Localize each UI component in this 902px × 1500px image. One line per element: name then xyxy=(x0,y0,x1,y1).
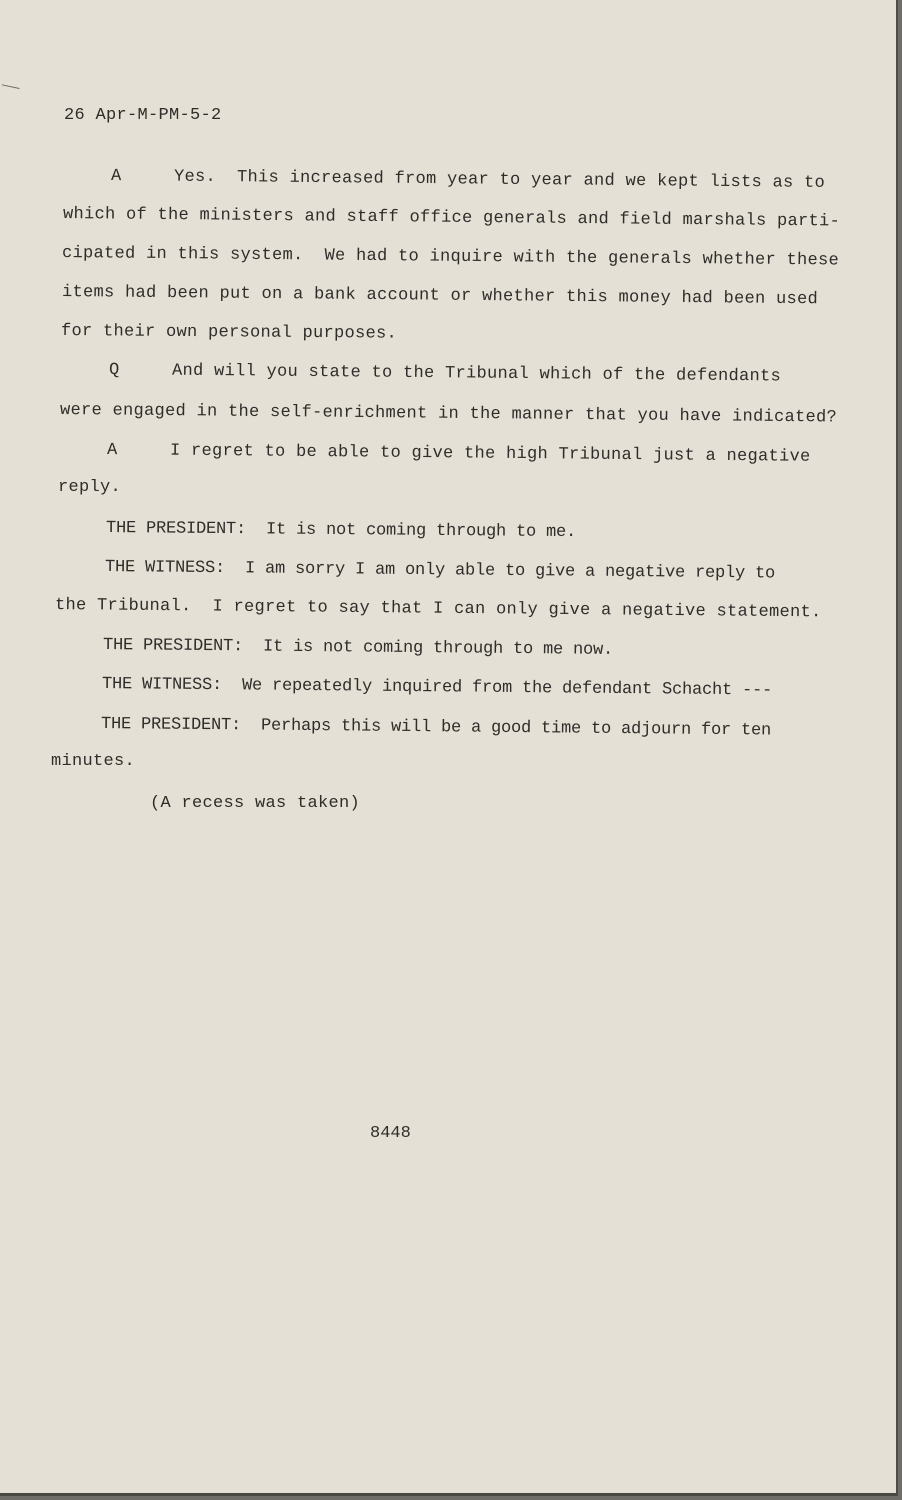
answer-1-line-4: items had been put on a bank account or whether this money had been used xyxy=(61,283,819,310)
president-line-1: THE PRESIDENT: It is not coming through to me. xyxy=(105,519,577,543)
witness-line-2: the Tribunal. I regret to say that I can only give a negative statement. xyxy=(54,596,822,623)
page-number: 8448 xyxy=(370,1124,411,1143)
witness-line-1: THE WITNESS: I am sorry I am only able to give a negative reply to xyxy=(104,558,776,584)
question-line-1: Q And will you state to the Tribunal which of the defendants xyxy=(108,361,782,387)
answer-1-line-2: which of the ministers and staff office generals and field marshals parti- xyxy=(62,205,841,232)
president-line-3: THE PRESIDENT: Perhaps this will be a good time to adjourn for ten xyxy=(100,715,772,741)
witness-line-3: THE WITNESS: We repeatedly inquired from the defendant Schacht --- xyxy=(101,675,773,701)
president-line-4: minutes. xyxy=(51,752,136,771)
answer-1-line-1: A Yes. This increased from year to year and we kept lists as to xyxy=(110,167,826,193)
question-line-2: were engaged in the self-enrichment in the manner that you have indicated? xyxy=(59,401,838,428)
answer-2-line-2: reply. xyxy=(58,478,122,497)
president-line-2: THE PRESIDENT: It is not coming through to me now. xyxy=(102,636,614,660)
answer-2-line-1: A I regret to be able to give the high Tribunal just a negative xyxy=(106,441,811,467)
paper-edge-mark xyxy=(0,84,20,104)
document-header: 26 Apr-M-PM-5-2 xyxy=(64,106,222,125)
answer-1-line-3: cipated in this system. We had to inquire with the generals whether these xyxy=(61,244,840,271)
answer-1-line-5: for their own personal purposes. xyxy=(60,322,398,344)
recess-note: (A recess was taken) xyxy=(150,794,361,813)
